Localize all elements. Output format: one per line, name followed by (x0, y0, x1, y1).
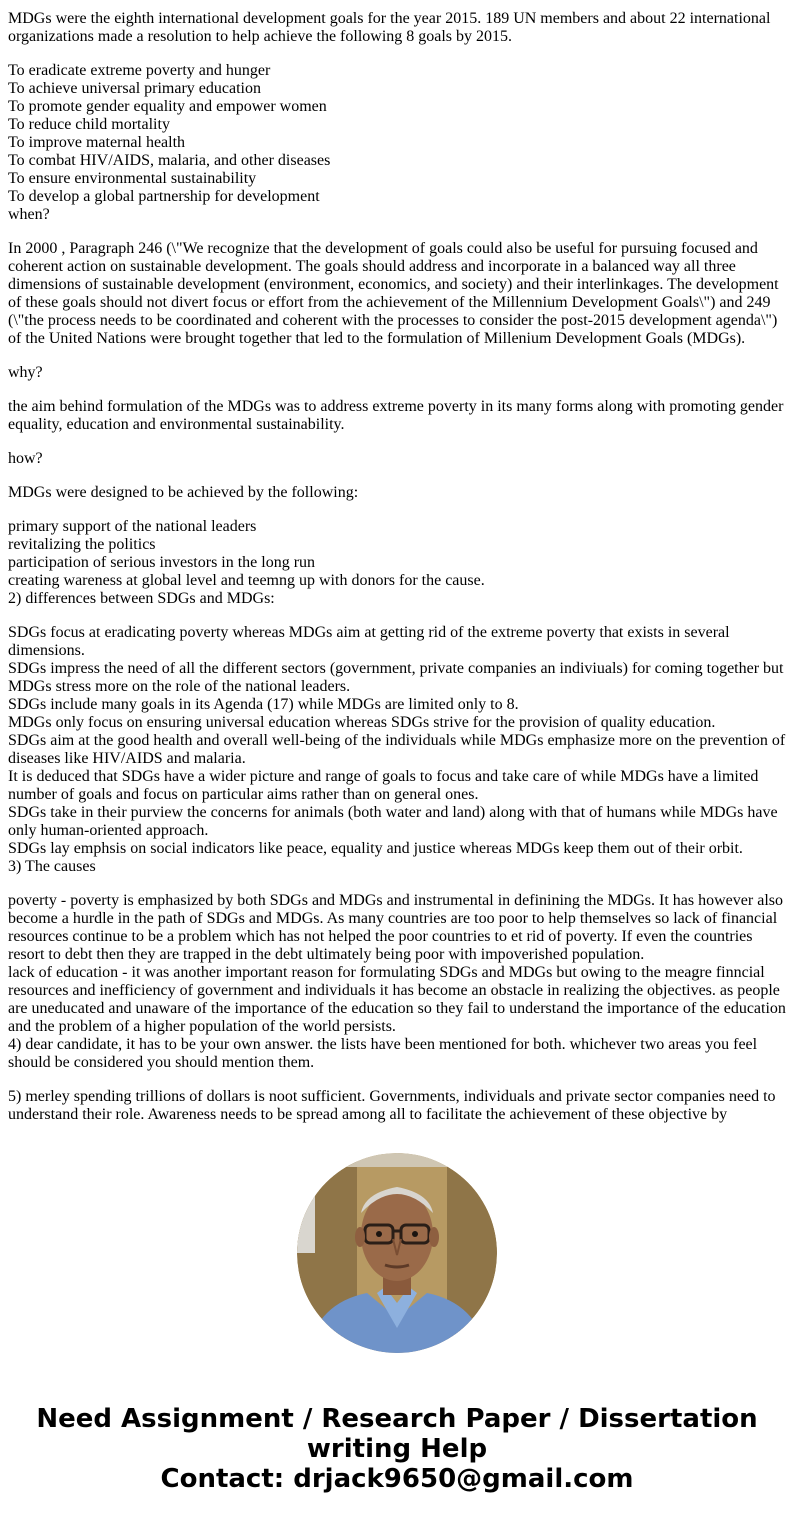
how-item: primary support of the national leaders (8, 518, 257, 535)
author-photo (297, 1153, 497, 1353)
goal-item: To achieve universal primary education (8, 80, 261, 97)
author-avatar (297, 1153, 497, 1353)
difference-item: SDGs impress the need of all the different sectors (government, private companies an indiviuals) for coming together but MDGs stress more on the role of the national leaders. (8, 660, 784, 695)
how-intro: MDGs were designed to be achieved by the following: (8, 484, 359, 501)
differences-list (8, 624, 788, 876)
difference-item: It is deduced that SDGs have a wider picture and range of goals to focus and take care of while MDGs have a limited number of goals and focus on particular aims rather than on general ones. (8, 768, 759, 803)
cause-item: lack of education - it was another important reason for formulating SDGs and MDGs but owing to the meagre finncial resources and inefficiency of government and individuals it has become an obstacle in realizing the objectives. as people are uneducated and unaware of the importance of the education so they fail to understand the importance of the education and the problem of a higher population of the world persists. (8, 964, 786, 1035)
how-heading: how? (8, 450, 43, 467)
goal-item: To combat HIV/AIDS, malaria, and other diseases (8, 152, 331, 169)
why-paragraph: the aim behind formulation of the MDGs was to address extreme poverty in its many forms along with promoting gender equality, education and environmental sustainability. (8, 398, 784, 433)
promo-line-1: Need Assignment / Research Paper / Dissertation (36, 1404, 758, 1434)
cause-item: poverty - poverty is emphasized by both SDGs and MDGs and instrumental in definining the MDGs. It has however also become a hurdle in the path of SDGs and MDGs. As many countries are too poor to help themselves so lack of financial resources continue to be a problem which has not helped the poor countries to et rid of poverty. If even the countries resort to debt then they are trapped in the debt ultimately being poor with impoverished population. (8, 892, 783, 963)
answer-4: 4) dear candidate, it has to be your own answer. the lists have been mentioned for both. whichever two areas you feel should be considered you should mention them. (8, 1036, 758, 1071)
article-body (8, 10, 788, 1140)
differences-heading: 2) differences between SDGs and MDGs: (8, 590, 275, 607)
causes-heading: 3) The causes (8, 858, 96, 875)
why-heading: why? (8, 364, 43, 381)
answer-5: 5) merley spending trillions of dollars is noot sufficient. Governments, individuals and private sector companies need to understand their role. Awareness needs to be spread among all to facilitate the achievement of these objective by (8, 1088, 776, 1123)
goal-item: To ensure environmental sustainability (8, 170, 257, 187)
how-item: participation of serious investors in the long run (8, 554, 316, 571)
goal-item: To reduce child mortality (8, 116, 170, 133)
promo-line-2: writing Help (306, 1434, 488, 1464)
causes-list (8, 892, 788, 1072)
when-heading: when? (8, 206, 50, 223)
how-item: creating wareness at global level and teemng up with donors for the cause. (8, 572, 485, 589)
goal-item: To improve maternal health (8, 134, 186, 151)
difference-item: SDGs focus at eradicating poverty whereas MDGs aim at getting rid of the extreme poverty that exists in several dimensions. (8, 624, 730, 659)
when-paragraph: In 2000 , Paragraph 246 (\"We recognize that the development of goals could also be useful for pursuing focused and coherent action on sustainable development. The goals should address and incorporate in a balanced way all three dimensions of sustainable development (environment, economics, and society) and their interlinkages. The development of these goals should not divert focus or effort from the achievement of the Millennium Development Goals\") and 249 (\"the process needs to be coordinated and coherent with the processes to consider the post-2015 development agenda\") of the United Nations were brought together that led to the formulation of Millenium Development Goals (MDGs). (8, 240, 779, 347)
how-item: revitalizing the politics (8, 536, 156, 553)
difference-item: SDGs include many goals in its Agenda (17) while MDGs are limited only to 8. (8, 696, 519, 713)
goal-item: To develop a global partnership for development (8, 188, 320, 205)
difference-item: SDGs lay emphsis on social indicators like peace, equality and justice whereas MDGs keep them out of their orbit. (8, 840, 743, 857)
goal-item: To promote gender equality and empower women (8, 98, 327, 115)
how-list (8, 518, 788, 608)
difference-item: SDGs aim at the good health and overall well-being of the individuals while MDGs emphasize more on the prevention of diseases like HIV/AIDS and malaria. (8, 732, 786, 767)
goal-item: To eradicate extreme poverty and hunger (8, 62, 271, 79)
intro-paragraph: MDGs were the eighth international development goals for the year 2015. 189 UN members and about 22 international organizations made a resolution to help achieve the following 8 goals by 2015. (8, 10, 771, 45)
difference-item: SDGs take in their purview the concerns for animals (both water and land) along with that of humans while MDGs have only human-oriented approach. (8, 804, 778, 839)
promo-banner (0, 1404, 794, 1494)
goals-list (8, 62, 788, 224)
difference-item: MDGs only focus on ensuring universal education whereas SDGs strive for the provision of quality education. (8, 714, 716, 731)
contact-email[interactable]: Contact: drjack9650@gmail.com (160, 1464, 634, 1494)
